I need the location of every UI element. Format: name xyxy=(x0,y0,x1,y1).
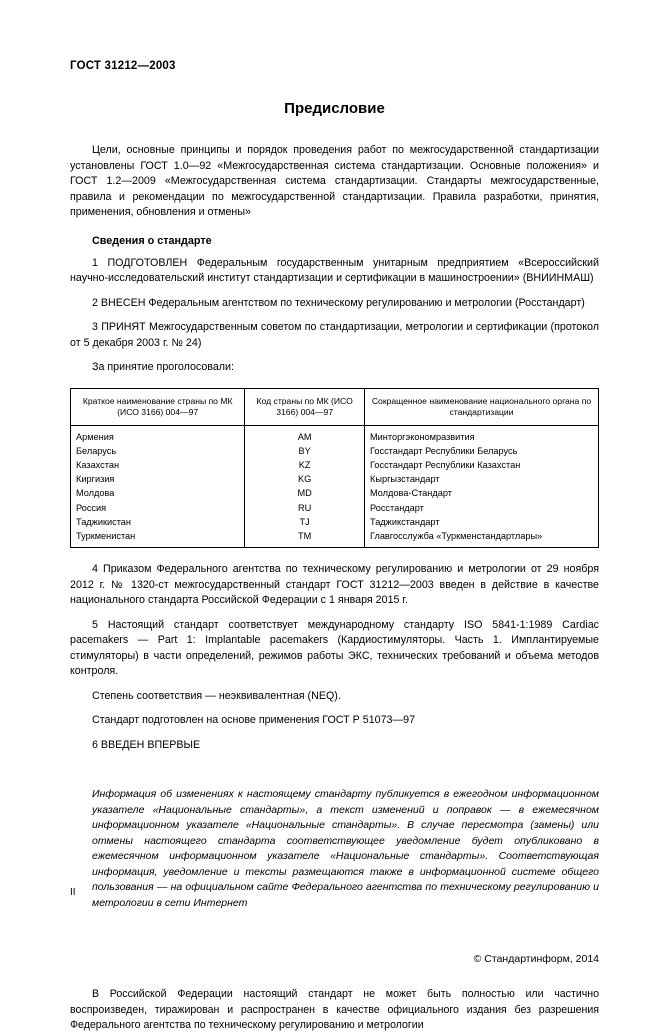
cell-country: Казахстан xyxy=(71,458,245,472)
section-heading: Сведения о стандарте xyxy=(92,234,212,247)
countries-table xyxy=(70,388,599,549)
page-number: II xyxy=(70,887,76,898)
cell-body: Молдова-Стандарт xyxy=(365,486,599,500)
cell-code: KZ xyxy=(245,458,365,472)
table-row xyxy=(71,472,599,486)
clause-1: 1 ПОДГОТОВЛЕН Федеральным государственным унитарным предприятием «Всероссийский научно-исследовательский институт стандартизации и сертификации в машиностроении» (ВНИИНМАШ) xyxy=(70,256,599,284)
page-title: Предисловие xyxy=(284,100,385,117)
reproduction-note: В Российской Федерации настоящий стандарт не может быть полностью или частично воспроизведен, тиражирован и распространен в качестве официального издания без разрешения Федерального агентства по техническому регулированию и метрологии xyxy=(70,988,599,1032)
table-row xyxy=(71,501,599,515)
cell-country: Молдова xyxy=(71,486,245,500)
table-row xyxy=(71,425,599,444)
column-header-body: Сокращенное наименование национального органа по стандартизации xyxy=(365,388,599,425)
cell-body: Росстандарт xyxy=(365,501,599,515)
column-header-country: Краткое наименование страны по МК (ИСО 3166) 004—97 xyxy=(71,388,245,425)
table-row xyxy=(71,515,599,529)
cell-body: Минторгэкономразвития xyxy=(365,425,599,444)
table-header-row xyxy=(71,388,599,425)
table-row xyxy=(71,458,599,472)
cell-body: Кыргызстандарт xyxy=(365,472,599,486)
cell-body: Главгосслужба «Туркменстандартлары» xyxy=(365,529,599,548)
cell-code: AM xyxy=(245,425,365,444)
clause-5: 5 Настоящий стандарт соответствует международному стандарту ISO 5841-1:1989 Cardiac pacemakers — Part 1: Implantable pacemakers (Кардиостимуляторы. Часть 1. Имплантируемые стимуляторы) в части определений, режимов работы ЭКС, технических требований и объема методов контроля. xyxy=(70,618,599,678)
clause-4: 4 Приказом Федерального агентства по техническому регулированию и метрологии от 29 ноября 2012 г. № 1320-ст межгосударственный стандарт ГОСТ 31212—2003 введен в действие в качестве национального стандарта Российской Федерации с 1 января 2015 г. xyxy=(70,563,599,607)
clause-5-line3: Стандарт подготовлен на основе применения ГОСТ Р 51073—97 xyxy=(92,714,416,727)
cell-code: RU xyxy=(245,501,365,515)
cell-body: Таджикстандарт xyxy=(365,515,599,529)
cell-country: Армения xyxy=(71,425,245,444)
cell-body: Госстандарт Республики Казахстан xyxy=(365,458,599,472)
standard-number: ГОСТ 31212—2003 xyxy=(70,60,176,72)
copyright-line: © Стандартинформ, 2014 xyxy=(473,953,599,966)
cell-country: Беларусь xyxy=(71,444,245,458)
clause-5-line2: Степень соответствия — неэквивалентная (NEQ). xyxy=(92,689,341,702)
cell-code: KG xyxy=(245,472,365,486)
clause-6: 6 ВВЕДЕН ВПЕРВЫЕ xyxy=(92,738,201,751)
cell-country: Таджикистан xyxy=(71,515,245,529)
change-info-note: Информация об изменениях к настоящему стандарту публикуется в ежегодном информационном указателе «Национальные стандарты», а текст изменений и поправок — в ежемесячном информационном указателе «Национальные стандарты». В случае пересмотра (замены) или отмены настоящего стандарта соответствующее уведомление будет опубликовано в ежемесячном информационном указателе «Национальные стандарты». Соответствующая информация, уведомление и тексты размещаются также в информационной системе общего пользования — на официальном сайте Федерального агентства по техническому регулированию и метрологии в сети Интернет xyxy=(92,788,599,909)
column-header-code: Код страны по МК (ИСО 3166) 004—97 xyxy=(245,388,365,425)
cell-code: TJ xyxy=(245,515,365,529)
table-row xyxy=(71,444,599,458)
vote-line: За принятие проголосовали: xyxy=(92,361,234,373)
cell-country: Туркменистан xyxy=(71,529,245,548)
clause-3: 3 ПРИНЯТ Межгосударственным советом по стандартизации, метрологии и сертификации (протокол от 5 декабря 2003 г. № 24) xyxy=(70,321,599,349)
table-row xyxy=(71,486,599,500)
cell-code: BY xyxy=(245,444,365,458)
intro-paragraph: Цели, основные принципы и порядок проведения работ по межгосударственной стандартизации установлены ГОСТ 1.0—92 «Межгосударственная система стандартизации. Основные положения» и ГОСТ 1.2—2009 «Межгосударственная система стандартизации. Стандарты межгосударственные, правила и рекомендации по межгосударственной стандартизации. Правила разработки, принятия, применения, обновления и отмены» xyxy=(70,144,599,218)
cell-code: MD xyxy=(245,486,365,500)
table-row xyxy=(71,529,599,548)
cell-country: Россия xyxy=(71,501,245,515)
cell-body: Госстандарт Республики Беларусь xyxy=(365,444,599,458)
cell-code: TM xyxy=(245,529,365,548)
clause-2: 2 ВНЕСЕН Федеральным агентством по техническому регулированию и метрологии (Росстандарт) xyxy=(92,296,585,309)
cell-country: Киргизия xyxy=(71,472,245,486)
